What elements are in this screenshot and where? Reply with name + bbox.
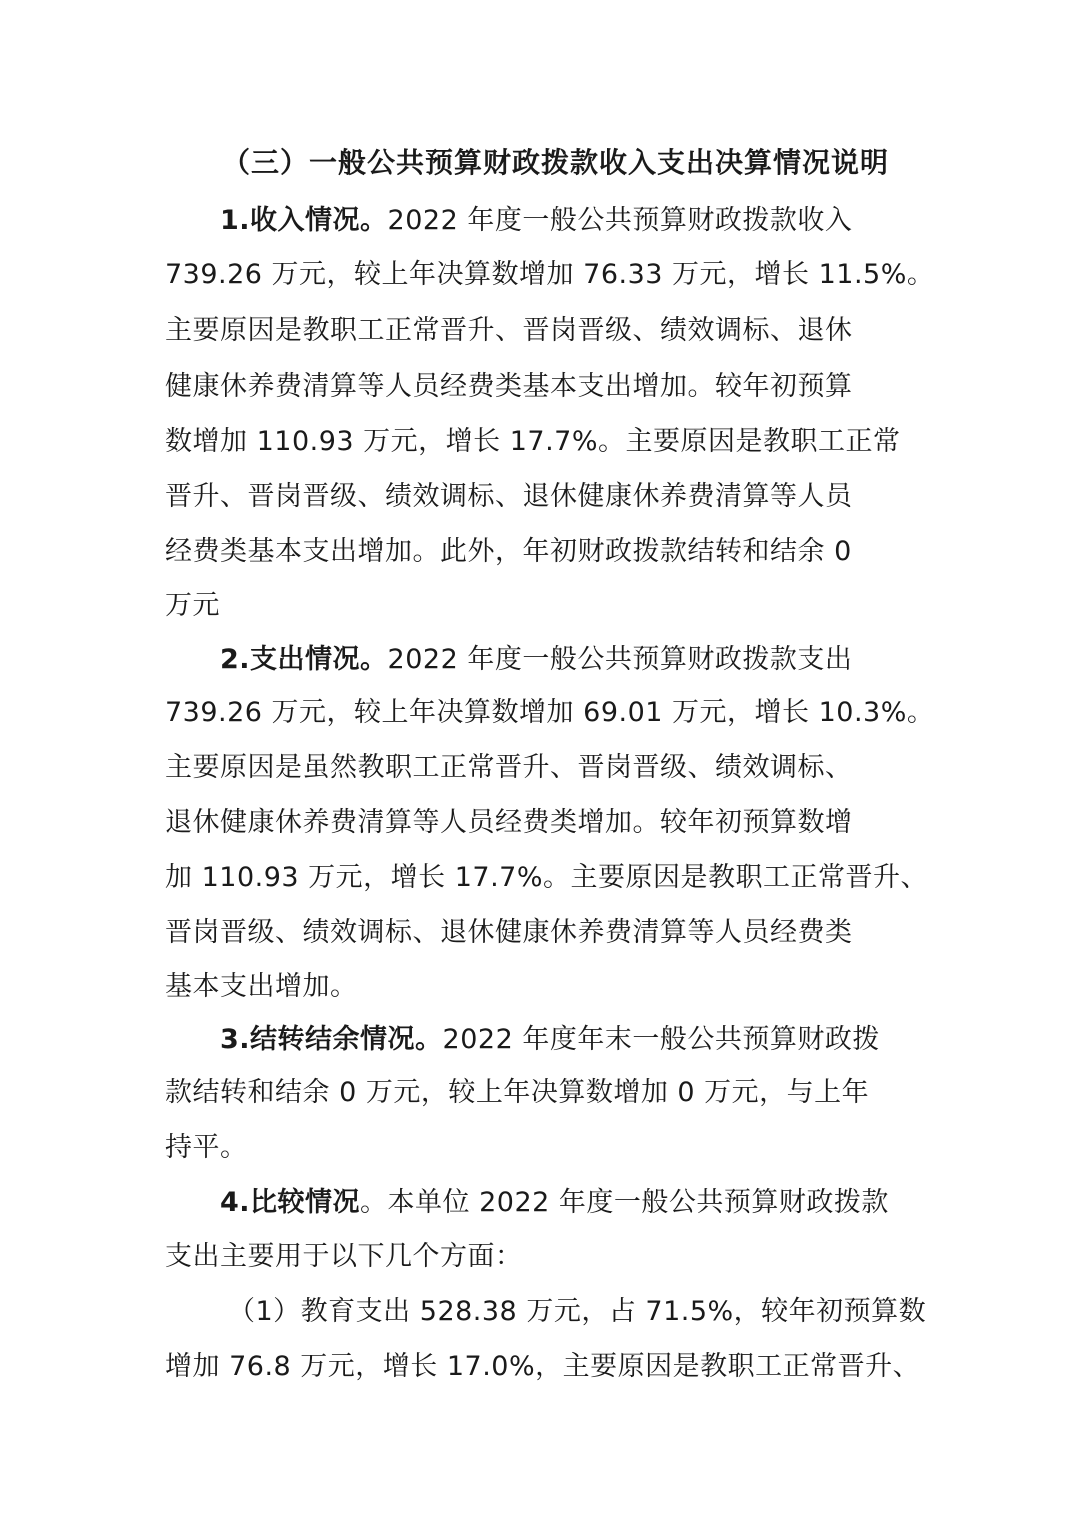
paragraph-line: 1.收入情况。2022 年度一般公共预算财政拨款收入 [220, 205, 853, 236]
paragraph-line: 4.比较情况。本单位 2022 年度一般公共预算财政拨款 [220, 1187, 889, 1218]
paragraph-line: 经费类基本支出增加。此外，年初财政拨款结转和结余 0 [165, 536, 852, 567]
paragraph-line: 3.结转结余情况。2022 年度年末一般公共预算财政拨 [220, 1024, 880, 1055]
paragraph-line: 基本支出增加。 [165, 971, 358, 1002]
paragraph-line: 739.26 万元，较上年决算数增加 69.01 万元，增长 10.3%。 [165, 697, 935, 728]
paragraph-line: 增加 76.8 万元，增长 17.0%，主要原因是教职工正常晋升、 [165, 1351, 921, 1382]
paragraph-lead: 3.结转结余情况。 [220, 1024, 443, 1055]
paragraph-line: （1）教育支出 528.38 万元，占 71.5%，较年初预算数 [228, 1296, 927, 1327]
paragraph-line: 加 110.93 万元，增长 17.7%。主要原因是教职工正常晋升、 [165, 862, 928, 893]
paragraph-lead: 1.收入情况。 [220, 205, 388, 236]
paragraph-line: 主要原因是虽然教职工正常晋升、晋岗晋级、绩效调标、 [165, 752, 853, 783]
paragraph-lead: 2.支出情况。 [220, 644, 388, 675]
section-heading: （三）一般公共预算财政拨款收入支出决算情况说明 [222, 146, 890, 179]
paragraph-line: 退休健康休养费清算等人员经费类增加。较年初预算数增 [165, 807, 853, 838]
paragraph-line: 款结转和结余 0 万元，较上年决算数增加 0 万元，与上年 [165, 1077, 870, 1108]
paragraph-line: 万元 [165, 590, 220, 621]
paragraph-line: 晋升、晋岗晋级、绩效调标、退休健康休养费清算等人员 [165, 481, 853, 512]
paragraph-line: 支出主要用于以下几个方面： [165, 1241, 523, 1272]
paragraph-line: 数增加 110.93 万元，增长 17.7%。主要原因是教职工正常 [165, 426, 901, 457]
paragraph-line: 2.支出情况。2022 年度一般公共预算财政拨款支出 [220, 644, 853, 675]
paragraph-line: 晋岗晋级、绩效调标、退休健康休养费清算等人员经费类 [165, 917, 853, 948]
paragraph-lead: 4.比较情况 [220, 1187, 361, 1218]
paragraph-line: 739.26 万元，较上年决算数增加 76.33 万元，增长 11.5%。 [165, 259, 935, 290]
paragraph-line: 主要原因是教职工正常晋升、晋岗晋级、绩效调标、退休 [165, 315, 853, 346]
paragraph-line: 健康休养费清算等人员经费类基本支出增加。较年初预算 [165, 371, 853, 402]
paragraph-line: 持平。 [165, 1132, 248, 1163]
